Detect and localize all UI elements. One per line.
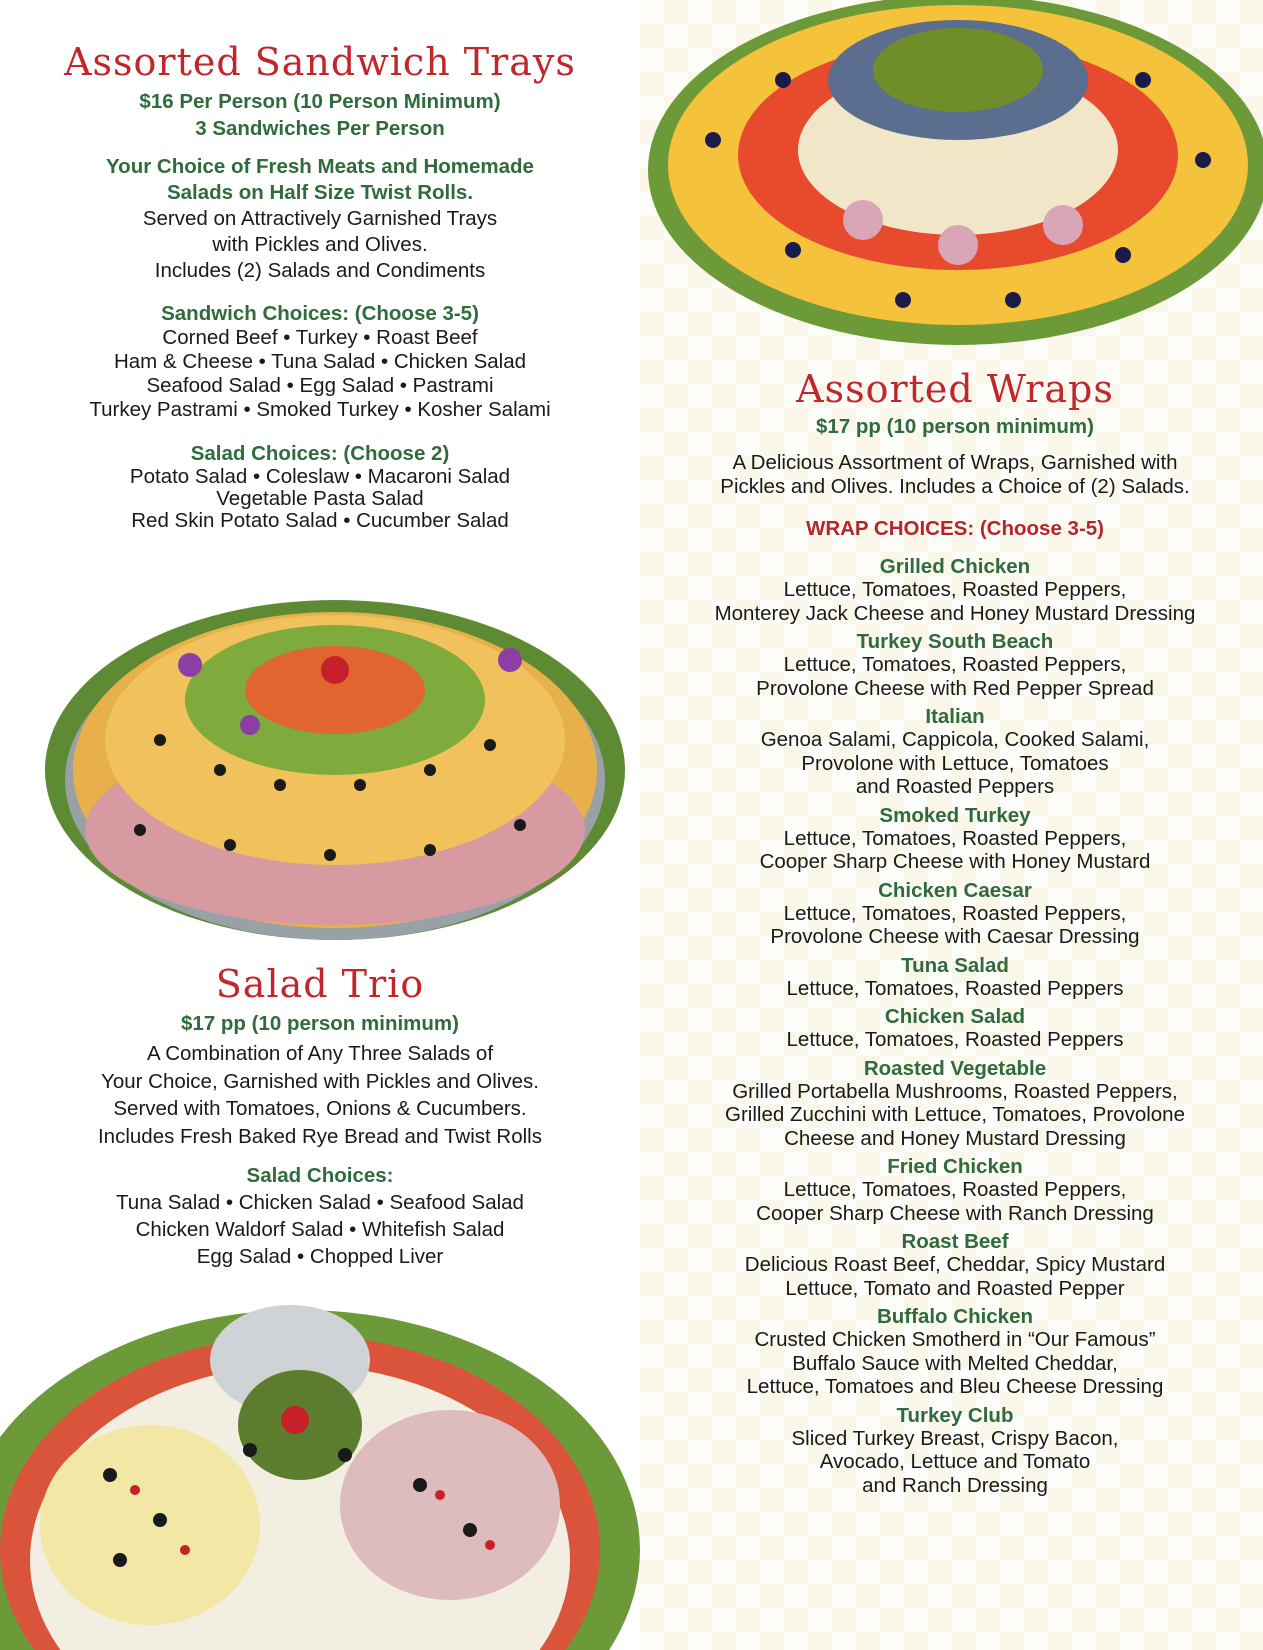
sandwich-intro-line: Your Choice of Fresh Meats and Homemade — [106, 155, 534, 178]
sandwich-choice-line: Turkey Pastrami • Smoked Turkey • Kosher Salami — [89, 398, 551, 421]
wrap-item-name: Roasted Vegetable — [863, 1056, 1047, 1080]
wrap-item-description: Lettuce, Tomato and Roasted Pepper — [785, 1276, 1125, 1300]
salad-trio-photo — [0, 1290, 640, 1650]
trio-desc-line: Served with Tomatoes, Onions & Cucumbers. — [113, 1097, 527, 1120]
assorted-wraps-section — [655, 367, 1255, 1502]
wrap-item-description: Sliced Turkey Breast, Crispy Bacon, — [791, 1426, 1119, 1450]
wrap-item-description: and Ranch Dressing — [862, 1473, 1048, 1497]
wrap-item-description: Avocado, Lettuce and Tomato — [819, 1450, 1091, 1473]
wrap-item — [655, 1057, 1255, 1151]
wrap-item — [655, 1305, 1255, 1399]
sandwich-desc-line: with Pickles and Olives. — [212, 233, 428, 256]
trio-choice-line: Chicken Waldorf Salad • Whitefish Salad — [135, 1218, 505, 1241]
wrap-item — [655, 705, 1255, 799]
wrap-item-description: Lettuce, Tomatoes, Roasted Peppers, — [783, 653, 1127, 676]
sandwich-tray-photo — [40, 570, 630, 950]
wrap-item — [655, 804, 1255, 874]
wrap-item-description: Delicious Roast Beef, Cheddar, Spicy Mustard — [744, 1253, 1166, 1276]
sandwich-choice-line: Corned Beef • Turkey • Roast Beef — [162, 326, 478, 349]
sandwich-trays-title: Assorted Sandwich Trays — [64, 40, 576, 84]
wrap-item-description: Provolone Cheese with Caesar Dressing — [770, 925, 1140, 948]
wrap-item-name: Grilled Chicken — [879, 555, 1031, 578]
wrap-choices-list — [655, 555, 1255, 1497]
sandwich-salad-line: Red Skin Potato Salad • Cucumber Salad — [131, 509, 509, 532]
sandwich-intro-line: Salads on Half Size Twist Rolls. — [166, 181, 474, 204]
wrap-item-description: Genoa Salami, Cappicola, Cooked Salami, — [760, 728, 1150, 751]
wrap-item-name: Fried Chicken — [887, 1155, 1023, 1178]
sandwich-per-person: 3 Sandwiches Per Person — [195, 117, 445, 140]
wrap-item-description: Cooper Sharp Cheese with Ranch Dressing — [756, 1201, 1154, 1225]
wrap-item — [655, 879, 1255, 949]
wrap-item-name: Chicken Salad — [884, 1005, 1026, 1028]
trio-choice-line: Tuna Salad • Chicken Salad • Seafood Salad — [116, 1191, 524, 1214]
wraps-desc-line: Pickles and Olives. Includes a Choice of (2) Salads. — [720, 475, 1190, 498]
wrap-choices-heading — [655, 517, 1255, 541]
wrap-choices-label: WRAP CHOICES: — [805, 517, 975, 540]
wrap-item-description: Cheese and Honey Mustard Dressing — [784, 1126, 1126, 1150]
wrap-item-description: Lettuce, Tomatoes, Roasted Peppers, — [783, 1178, 1127, 1201]
sandwich-salad-line: Vegetable Pasta Salad — [216, 487, 424, 510]
wrap-item-description: Provolone with Lettuce, Tomatoes — [801, 751, 1109, 775]
wrap-item-name: Buffalo Chicken — [876, 1305, 1034, 1328]
wrap-choices-sub: (Choose 3-5) — [979, 517, 1105, 540]
wrap-item-description: Lettuce, Tomatoes and Bleu Cheese Dressing — [746, 1375, 1164, 1398]
sandwich-price: $16 Per Person (10 Person Minimum) — [139, 90, 501, 113]
wrap-item-name: Chicken Caesar — [878, 878, 1032, 902]
wrap-item-description: Lettuce, Tomatoes, Roasted Peppers, — [783, 826, 1127, 850]
sandwich-salad-heading: Salad Choices: (Choose 2) — [190, 442, 450, 465]
wrap-item-name: Roast Beef — [901, 1230, 1009, 1253]
wrap-item-description: Lettuce, Tomatoes, Roasted Peppers — [786, 976, 1124, 1000]
salad-trio-section — [40, 962, 600, 1270]
wrap-item — [655, 555, 1255, 625]
sandwich-salad-line: Potato Salad • Coleslaw • Macaroni Salad — [129, 465, 511, 488]
sandwich-desc-line: Served on Attractively Garnished Trays — [142, 207, 498, 230]
wrap-item-description: Lettuce, Tomatoes, Roasted Peppers, — [783, 578, 1127, 601]
wrap-item — [655, 1155, 1255, 1225]
wrap-item-description: Buffalo Sauce with Melted Cheddar, — [792, 1351, 1118, 1375]
wrap-item — [655, 1005, 1255, 1052]
wraps-desc-line: A Delicious Assortment of Wraps, Garnished with — [732, 451, 1178, 474]
trio-desc-line: Includes Fresh Baked Rye Bread and Twist Rolls — [97, 1124, 542, 1148]
sandwich-choice-line: Seafood Salad • Egg Salad • Pastrami — [146, 374, 494, 397]
trio-price: $17 pp (10 person minimum) — [181, 1012, 459, 1035]
trio-choices-heading: Salad Choices: — [246, 1164, 394, 1187]
wrap-item — [655, 1230, 1255, 1300]
sandwich-trays-section — [40, 40, 600, 532]
wrap-item-description: Grilled Portabella Mushrooms, Roasted Peppers, — [732, 1079, 1178, 1103]
assorted-wraps-title: Assorted Wraps — [796, 367, 1114, 411]
sandwich-desc-line: Includes (2) Salads and Condiments — [154, 259, 486, 282]
wraps-platter-photo — [643, 0, 1263, 345]
wrap-item — [655, 630, 1255, 700]
wrap-item-description: Lettuce, Tomatoes, Roasted Peppers, — [783, 901, 1127, 925]
sandwich-choices-heading: Sandwich Choices: (Choose 3-5) — [161, 302, 479, 325]
wrap-item-description: Crusted Chicken Smotherd in “Our Famous” — [754, 1328, 1156, 1351]
wrap-item-description: Cooper Sharp Cheese with Honey Mustard — [759, 850, 1151, 873]
sandwich-choice-line: Ham & Cheese • Tuna Salad • Chicken Salad — [113, 350, 527, 373]
wrap-item-name: Smoked Turkey — [879, 803, 1031, 827]
wraps-price: $17 pp (10 person minimum) — [816, 415, 1094, 438]
wrap-item — [655, 954, 1255, 1001]
wrap-item-name: Italian — [925, 705, 985, 728]
wrap-item-description: Monterey Jack Cheese and Honey Mustard Dressing — [714, 601, 1196, 625]
trio-choice-line: Egg Salad • Chopped Liver — [196, 1245, 444, 1268]
wrap-item-name: Turkey Club — [896, 1403, 1014, 1427]
wrap-item-description: Provolone Cheese with Red Pepper Spread — [756, 676, 1154, 700]
salad-trio-title: Salad Trio — [215, 962, 425, 1006]
wrap-item — [655, 1404, 1255, 1498]
wrap-item-name: Tuna Salad — [901, 953, 1009, 977]
wrap-item-description: and Roasted Peppers — [855, 775, 1055, 798]
wrap-item-name: Turkey South Beach — [856, 630, 1054, 653]
wrap-item-description: Lettuce, Tomatoes, Roasted Peppers — [786, 1028, 1124, 1051]
trio-desc-line: Your Choice, Garnished with Pickles and Olives. — [101, 1069, 539, 1093]
trio-desc-line: A Combination of Any Three Salads of — [146, 1042, 494, 1065]
wrap-item-description: Grilled Zucchini with Lettuce, Tomatoes, Provolone — [725, 1103, 1185, 1126]
